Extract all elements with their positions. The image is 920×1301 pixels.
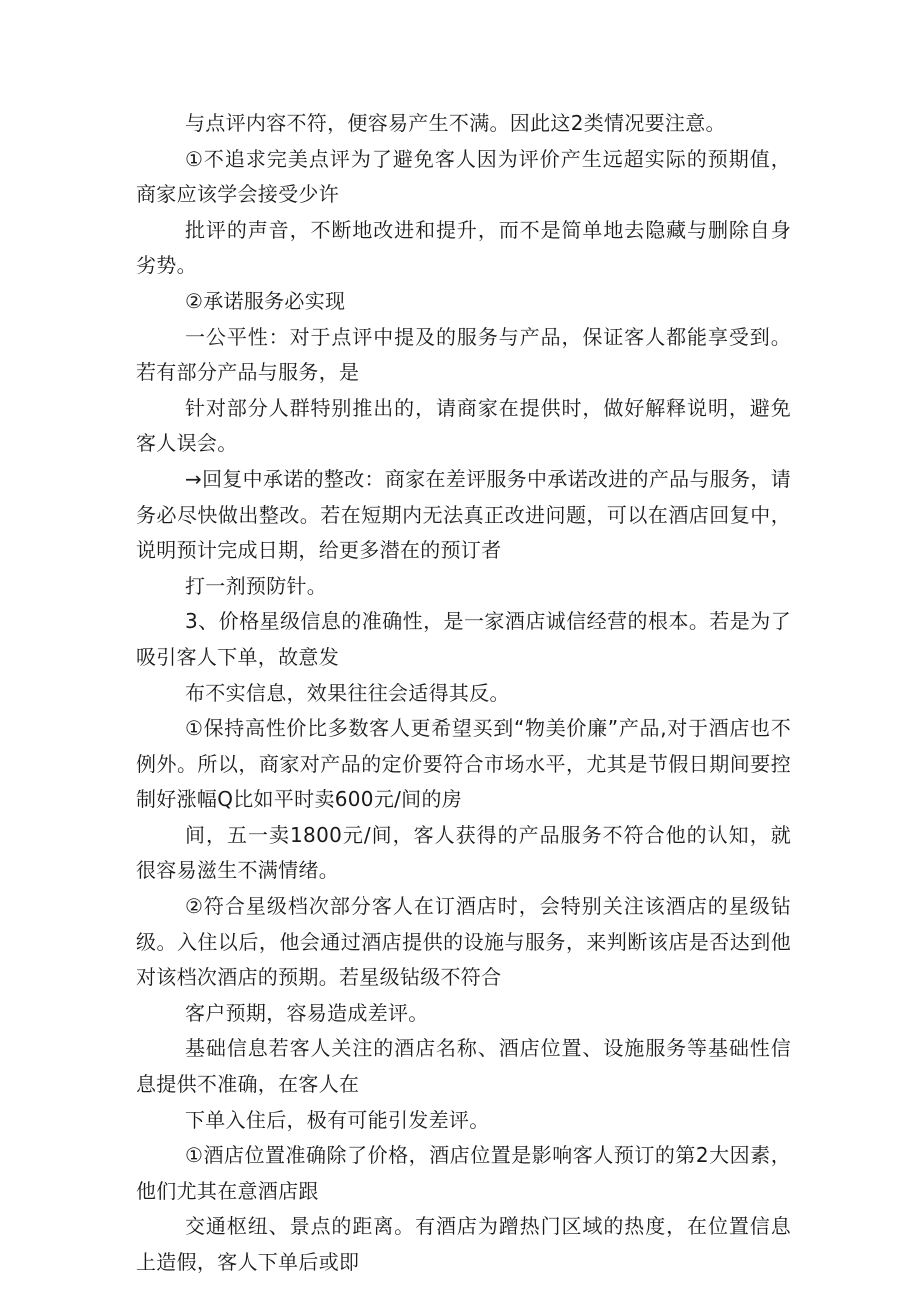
paragraph: ①不追求完美点评为了避免客人因为评价产生远超实际的预期值，商家应该学会接受少许 [136,146,791,207]
paragraph: 针对部分人群特别推出的，请商家在提供时，做好解释说明，避免客人误会。 [136,395,791,456]
paragraph: ①酒店位置准确除了价格，酒店位置是影响客人预订的第2大因素，他们尤其在意酒店跟 [136,1143,791,1203]
paragraph: 批评的声音，不断地改进和提升，而不是简单地去隐藏与删除自身劣势。 [136,217,791,278]
paragraph: 布不实信息，效果往往会适得其反。 [185,680,510,705]
paragraph: ①保持高性价比多数客人更希望买到“物美价廉”产品,对于酒店也不例外。所以，商家对产品的定价要符合市场水平，尤其是节假日期间要控制好涨幅Q比如平时卖600元/间的房 [136,716,791,812]
paragraph: 基础信息若客人关注的酒店名称、酒店位置、设施服务等基础性信息提供不准确，在客人在 [136,1036,791,1097]
document-page [136,106,791,1281]
paragraph: 一公平性：对于点评中提及的服务与产品，保证客人都能享受到。若有部分产品与服务，是 [136,324,791,385]
paragraph: 间，五一卖1800元/间，客人获得的产品服务不符合他的认知，就很容易滋生不满情绪。 [136,822,791,883]
paragraph: 下单入住后，极有可能引发差评。 [185,1107,490,1132]
paragraph: 3、价格星级信息的准确性，是一家酒店诚信经营的根本。若是为了吸引客人下单，故意发 [136,609,791,669]
paragraph: 交通枢纽、景点的距离。有酒店为蹭热门区域的热度，在位置信息上造假，客人下单后或即 [136,1214,791,1274]
paragraph: →回复中承诺的整改：商家在差评服务中承诺改进的产品与服务，请务必尽快做出整改。若在短期内无法真正改进问题，可以在酒店回复中，说明预计完成日期，给更多潜在的预订者 [136,466,791,563]
paragraph: 客户预期，容易造成差评。 [185,1000,429,1025]
paragraph: 与点评内容不符，便容易产生不满。因此这2类情况要注意。 [185,111,726,135]
paragraph: 打一剂预防针。 [185,573,328,598]
paragraph: ②符合星级档次部分客人在订酒店时，会特别关注该酒店的星级钻级。入住以后，他会通过酒店提供的设施与服务，来判断该店是否达到他对该档次酒店的预期。若星级钻级不符合 [136,894,791,990]
paragraph: ②承诺服务必实现 [185,288,346,313]
